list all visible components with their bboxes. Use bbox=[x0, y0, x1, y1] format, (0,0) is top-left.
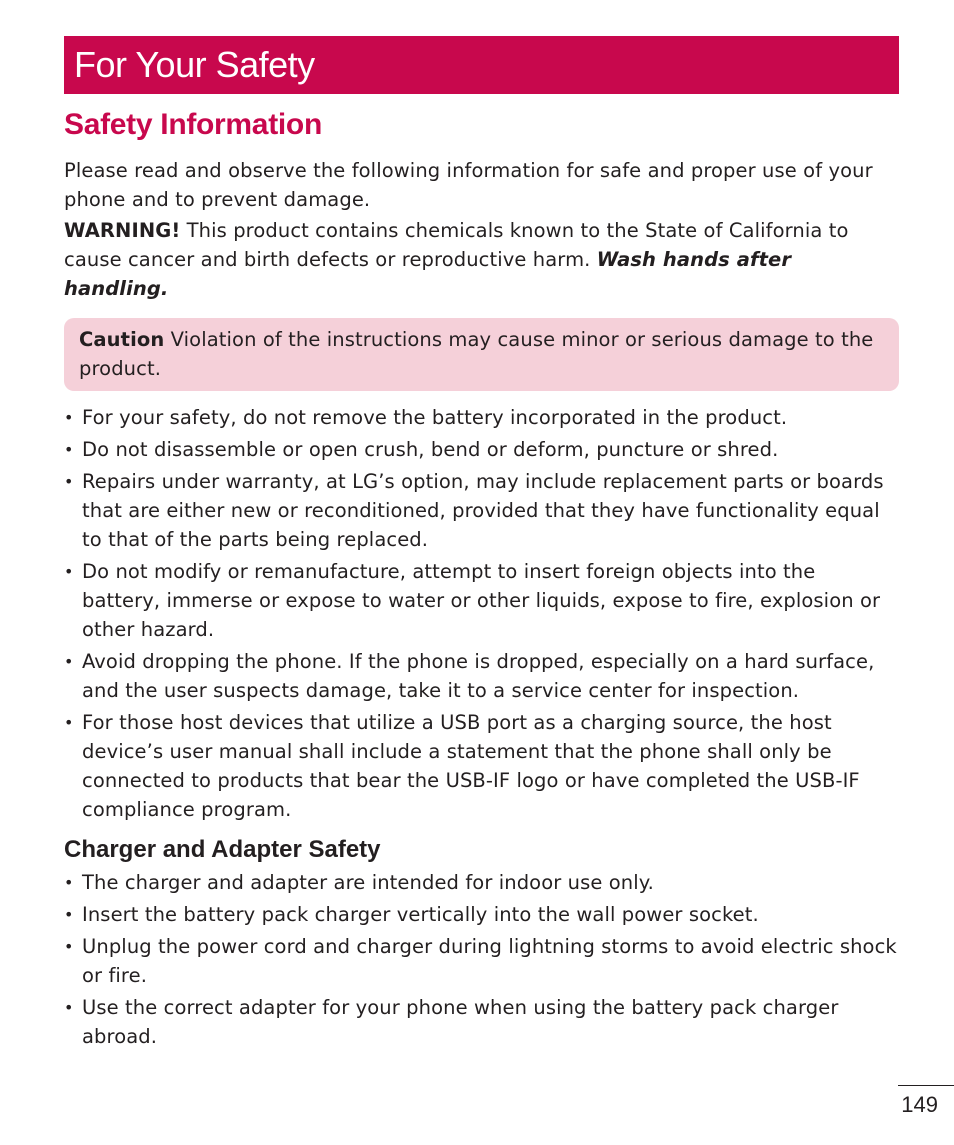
caution-label: Caution bbox=[79, 328, 165, 351]
chapter-header-bar bbox=[64, 36, 899, 94]
warning-paragraph bbox=[64, 216, 899, 303]
warning-emphasis: Wash hands after handling. bbox=[64, 248, 792, 300]
list-item-text: Use the correct adapter for your phone when using the battery pack charger abroad. bbox=[82, 996, 839, 1048]
list-item bbox=[64, 647, 899, 705]
list-item bbox=[64, 557, 899, 644]
list-item-text: For your safety, do not remove the battery incorporated in the product. bbox=[82, 406, 788, 429]
list-item-text: Do not modify or remanufacture, attempt to insert foreign objects into the battery, immerse or expose to water or other liquids, expose to fire, explosion or other hazard. bbox=[82, 560, 881, 641]
list-item-text: Repairs under warranty, at LG’s option, may include replacement parts or boards that are either new or reconditioned, provided that they have functionality equal to that of the parts being replaced. bbox=[82, 470, 884, 551]
list-item-text: The charger and adapter are intended for indoor use only. bbox=[82, 871, 654, 894]
list-item-text: Insert the battery pack charger vertically into the wall power socket. bbox=[82, 903, 759, 926]
list-item bbox=[64, 467, 899, 554]
page-number: 149 bbox=[901, 1092, 938, 1117]
bullet-glyph: • bbox=[64, 472, 74, 491]
caution-box bbox=[64, 318, 899, 391]
list-item bbox=[64, 932, 899, 990]
list-item bbox=[64, 435, 899, 464]
list-item bbox=[64, 993, 899, 1051]
list-item-text: Do not disassemble or open crush, bend or deform, puncture or shred. bbox=[82, 438, 779, 461]
list-item bbox=[64, 403, 899, 432]
bullet-glyph: • bbox=[64, 873, 74, 892]
list-item bbox=[64, 708, 899, 824]
charger-bullet-list bbox=[64, 868, 899, 1051]
bullet-glyph: • bbox=[64, 408, 74, 427]
page-number-rule bbox=[898, 1085, 954, 1086]
chapter-title: For Your Safety bbox=[74, 44, 315, 85]
subsection-title: Charger and Adapter Safety bbox=[64, 836, 381, 863]
document-page bbox=[64, 36, 899, 1054]
bullet-glyph: • bbox=[64, 652, 74, 671]
caution-text: Violation of the instructions may cause minor or serious damage to the product. bbox=[79, 328, 874, 380]
bullet-glyph: • bbox=[64, 998, 74, 1017]
list-item bbox=[64, 900, 899, 929]
bullet-glyph: • bbox=[64, 562, 74, 581]
warning-text: This product contains chemicals known to the State of California to cause cancer and birth defects or reproductive harm. bbox=[64, 219, 849, 271]
bullet-glyph: • bbox=[64, 440, 74, 459]
warning-label: WARNING! bbox=[64, 219, 181, 242]
list-item-text: Unplug the power cord and charger during lightning storms to avoid electric shock or fire. bbox=[82, 935, 897, 987]
intro-paragraph: Please read and observe the following information for safe and proper use of your phone and to prevent damage. bbox=[64, 159, 873, 211]
list-item bbox=[64, 868, 899, 897]
bullet-glyph: • bbox=[64, 713, 74, 732]
list-item-text: Avoid dropping the phone. If the phone is dropped, especially on a hard surface, and the user suspects damage, take it to a service center for inspection. bbox=[82, 650, 875, 702]
safety-bullet-list bbox=[64, 403, 899, 824]
section-title: Safety Information bbox=[64, 108, 322, 141]
list-item-text: For those host devices that utilize a USB port as a charging source, the host device’s user manual shall include a statement that the phone shall only be connected to products that bear the USB-IF logo or have completed the USB-IF compliance program. bbox=[82, 711, 860, 821]
caution-paragraph bbox=[79, 325, 883, 383]
bullet-glyph: • bbox=[64, 905, 74, 924]
bullet-glyph: • bbox=[64, 937, 74, 956]
